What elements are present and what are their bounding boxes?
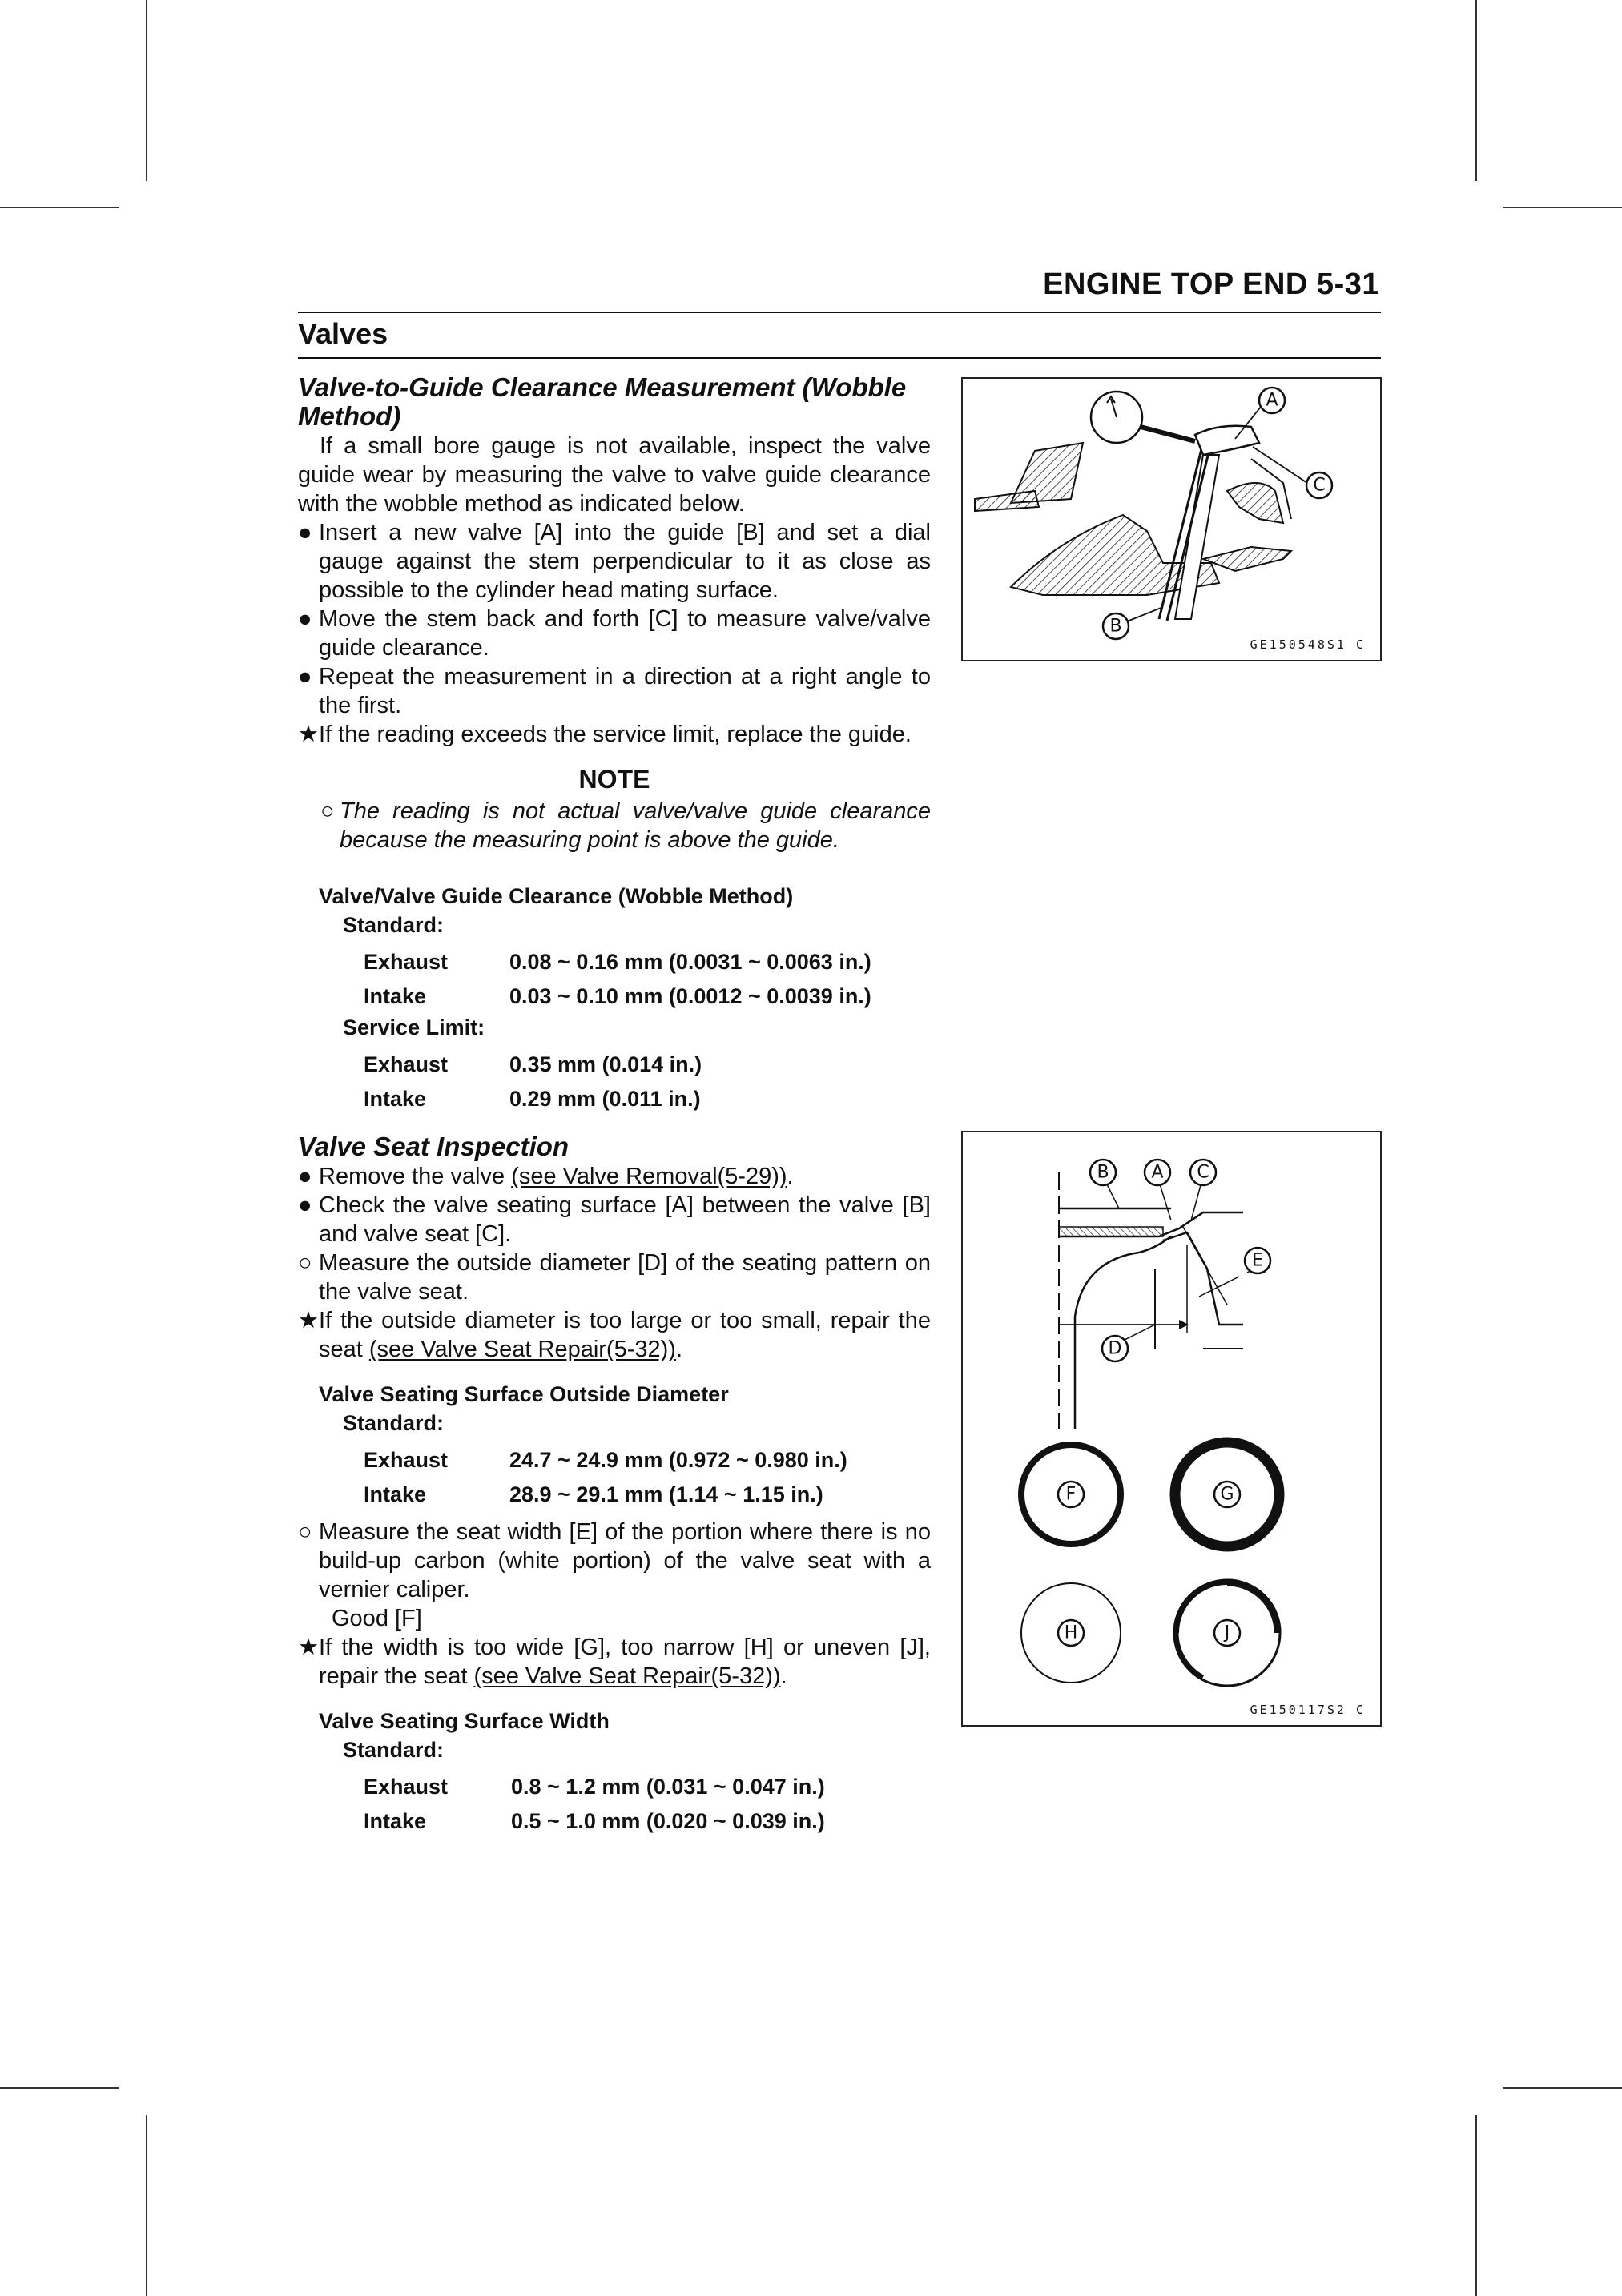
step-text: If the outside diameter is too large or too small, repair the seat — [319, 1308, 931, 1362]
callout-a: A — [1151, 1162, 1164, 1183]
callout-e: E — [1252, 1250, 1263, 1271]
table-row — [364, 1442, 847, 1477]
good-label — [298, 1604, 931, 1633]
section-rule — [298, 357, 1381, 359]
valve-seat-figure — [961, 1131, 1382, 1727]
crop-mark — [0, 207, 119, 208]
table-row — [364, 944, 871, 979]
wobble-section — [298, 373, 931, 1116]
table-row — [364, 1477, 847, 1511]
callout-f: F — [1065, 1484, 1077, 1505]
valve-removal-link[interactable]: (see Valve Removal(5-29)) — [511, 1164, 787, 1189]
step-text: Measure the outside diameter [D] of the seating pattern on the valve seat. — [319, 1250, 931, 1305]
spec-title: Valve Seating Surface Outside Diameter — [319, 1382, 729, 1406]
callout-g: G — [1220, 1484, 1234, 1505]
callout-d: D — [1108, 1338, 1122, 1359]
bullet-marker: ● — [298, 520, 312, 545]
circle-marker: ○ — [320, 798, 335, 824]
callout-b: B — [1097, 1162, 1109, 1183]
spec-key: Intake — [364, 1482, 427, 1506]
seat-step — [298, 1306, 931, 1364]
step-end: . — [675, 1337, 683, 1362]
step-text: If the width is too wide [G], too narrow [H] or uneven [J], repair the seat — [319, 1635, 931, 1689]
valve-dial-gauge-drawing — [963, 379, 1380, 660]
bullet-marker: ● — [298, 664, 312, 690]
spec-key: Exhaust — [364, 1774, 449, 1799]
callout-b: B — [1109, 616, 1122, 637]
step-text: Repeat the measurement in a direction at a right angle to the first. — [319, 664, 931, 718]
wobble-heading: Valve-to-Guide Clearance Measurement (Wobble Method) — [298, 372, 907, 431]
header-rule — [298, 312, 1381, 313]
spec-title: Valve/Valve Guide Clearance (Wobble Method) — [319, 884, 794, 908]
step-text: Insert a new valve [A] into the guide [B] and set a dial gauge against the stem perpendicular to it as close as possible to the cylinder head mating surface. — [319, 520, 931, 603]
spec-table — [364, 1769, 825, 1838]
spec-standard-label: Standard: — [343, 1411, 445, 1435]
table-row — [364, 1769, 825, 1803]
table-row — [364, 1047, 702, 1081]
callout-c: C — [1197, 1162, 1209, 1183]
spec-standard-label: Standard: — [343, 1738, 445, 1762]
wobble-step — [298, 518, 931, 605]
spec-value: 28.9 ~ 29.1 mm (1.14 ~ 1.15 in.) — [509, 1482, 823, 1506]
page-header-title: ENGINE TOP END 5-31 — [1043, 267, 1379, 301]
step-end: . — [787, 1164, 794, 1189]
circle-marker: ○ — [298, 1250, 312, 1276]
wobble-step — [298, 662, 931, 720]
crop-mark — [1475, 2115, 1477, 2296]
spec-table — [364, 1047, 702, 1116]
callout-c: C — [1313, 475, 1326, 496]
seat-step — [298, 1249, 931, 1306]
valve-seat-repair-link[interactable]: (see Valve Seat Repair(5-32)) — [368, 1337, 676, 1362]
step-text: Remove the valve — [319, 1164, 512, 1189]
spec-key: Exhaust — [364, 949, 449, 974]
spec-key: Intake — [364, 983, 427, 1008]
spec-value: 0.29 mm (0.011 in.) — [509, 1086, 701, 1111]
wobble-intro: If a small bore gauge is not available, inspect the valve guide wear by measuring the valve to valve guide clearance with the wobble method as indicated below. — [298, 433, 931, 517]
callout-h: H — [1064, 1622, 1078, 1643]
wobble-step — [298, 720, 931, 749]
figure-code: GE150548S1 C — [1250, 637, 1366, 652]
seat-step — [298, 1633, 931, 1691]
table-row — [364, 1803, 825, 1838]
bullet-marker: ● — [298, 606, 312, 632]
seat-heading: Valve Seat Inspection — [298, 1132, 570, 1161]
callout-j: J — [1224, 1622, 1230, 1643]
crop-mark — [146, 0, 147, 181]
note-title: NOTE — [578, 765, 650, 794]
step-text: If the reading exceeds the service limit, replace the guide. — [319, 722, 912, 747]
star-marker: ★ — [298, 722, 319, 747]
circle-marker: ○ — [298, 1519, 312, 1545]
crop-mark — [0, 2087, 119, 2089]
crop-mark — [1503, 2087, 1622, 2089]
wobble-method-figure — [961, 377, 1382, 661]
seat-step — [298, 1518, 931, 1604]
crop-mark — [146, 2115, 147, 2296]
valve-seat-drawing — [963, 1132, 1380, 1725]
note-text — [298, 797, 931, 854]
spec-table — [364, 944, 871, 1013]
spec-key: Intake — [364, 1808, 427, 1833]
spec-value: 0.5 ~ 1.0 mm (0.020 ~ 0.039 in.) — [511, 1808, 825, 1833]
spec-limit-label: Service Limit: — [343, 1015, 485, 1039]
outside-diameter-spec — [298, 1380, 931, 1511]
valve-seat-repair-link[interactable]: (see Valve Seat Repair(5-32)) — [473, 1663, 781, 1689]
step-text: Move the stem back and forth [C] to measure valve/valve guide clearance. — [319, 606, 931, 661]
star-marker: ★ — [298, 1308, 319, 1333]
step-end: . — [780, 1663, 787, 1689]
spec-key: Exhaust — [364, 1447, 449, 1472]
step-text: Check the valve seating surface [A] between the valve [B] and valve seat [C]. — [319, 1192, 931, 1247]
bullet-marker: ● — [298, 1192, 312, 1218]
crop-mark — [1503, 207, 1622, 208]
spec-value: 0.08 ~ 0.16 mm (0.0031 ~ 0.0063 in.) — [509, 949, 871, 974]
figure-code: GE150117S2 C — [1250, 1703, 1366, 1717]
spec-value: 24.7 ~ 24.9 mm (0.972 ~ 0.980 in.) — [509, 1447, 847, 1472]
spec-value: 0.03 ~ 0.10 mm (0.0012 ~ 0.0039 in.) — [509, 983, 871, 1008]
note-body: The reading is not actual valve/valve guide clearance because the measuring point is above the guide. — [340, 798, 931, 853]
seating-width-spec — [298, 1707, 931, 1838]
table-row — [364, 979, 871, 1013]
step-text: Measure the seat width [E] of the portion where there is no build-up carbon (white portion) of the valve seat with a vernier caliper. — [319, 1519, 931, 1602]
table-row — [364, 1081, 702, 1116]
bullet-marker: ● — [298, 1164, 312, 1189]
seat-step — [298, 1162, 931, 1191]
spec-key: Exhaust — [364, 1051, 449, 1076]
spec-title: Valve Seating Surface Width — [319, 1709, 610, 1733]
crop-mark — [1475, 0, 1477, 181]
clearance-spec — [298, 882, 931, 1116]
spec-key: Intake — [364, 1086, 427, 1111]
spec-table — [364, 1442, 847, 1511]
callout-a: A — [1266, 390, 1278, 411]
star-marker: ★ — [298, 1635, 319, 1660]
wobble-step — [298, 605, 931, 662]
spec-value: 0.8 ~ 1.2 mm (0.031 ~ 0.047 in.) — [511, 1774, 825, 1799]
seat-section — [298, 1132, 931, 1838]
section-title: Valves — [298, 317, 388, 350]
spec-standard-label: Standard: — [343, 913, 445, 937]
seat-step — [298, 1191, 931, 1249]
spec-value: 0.35 mm (0.014 in.) — [509, 1051, 702, 1076]
good-text: Good [F] — [332, 1606, 422, 1631]
